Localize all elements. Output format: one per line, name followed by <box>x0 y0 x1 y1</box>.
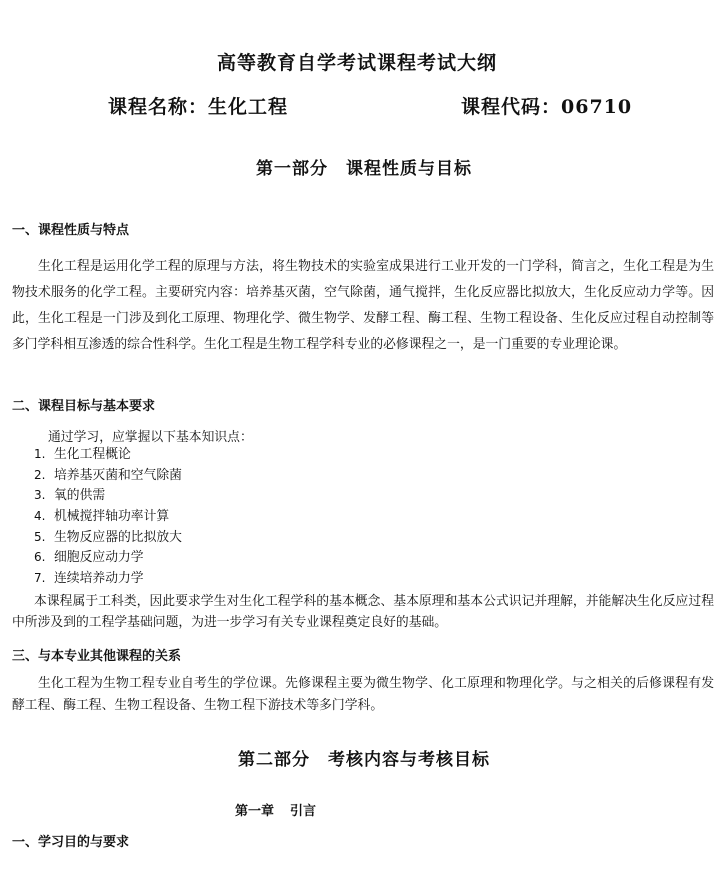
goals-closing: 本课程属于工科类，因此要求学生对生化工程学科的基本概念、基本原理和基本公式识记并理解，并能解决生化反应过程中所涉及到的工程学基础问题，为进一步学习有关专业课程奠定良好的基础。 <box>12 594 714 630</box>
list-item-text: 细胞反应动力学 <box>54 550 144 566</box>
part-one-label: 第一部分 <box>256 159 328 179</box>
list-item-number: 7. <box>34 571 46 586</box>
course-name: 课程名称：生化工程 <box>108 96 289 118</box>
chapter-heading <box>235 800 316 819</box>
list-item <box>34 568 182 589</box>
knowledge-points-list <box>34 444 182 589</box>
list-item-text: 机械搅拌轴功率计算 <box>54 509 170 525</box>
list-item-text: 连续培养动力学 <box>54 571 144 587</box>
list-item-text: 培养基灭菌和空气除菌 <box>54 467 182 483</box>
part-two-title: 考核内容与考核目标 <box>328 750 490 770</box>
list-item <box>34 527 182 548</box>
course-code: 课程代码：06710 <box>461 96 633 118</box>
part-one-title: 课程性质与目标 <box>346 159 472 179</box>
section-heading-nature: 一、课程性质与特点 <box>12 223 130 238</box>
goals-intro: 通过学习，应掌握以下基本知识点： <box>48 430 253 445</box>
list-item-number: 6. <box>34 550 46 565</box>
section-heading-goals: 二、课程目标与基本要求 <box>12 399 156 414</box>
list-item-number: 4. <box>34 509 46 524</box>
list-item-number: 3. <box>34 488 46 503</box>
part-one-heading <box>0 154 714 179</box>
list-item-text: 生物反应器的比拟放大 <box>54 529 182 545</box>
list-item-number: 2. <box>34 467 46 482</box>
section-body-nature: 生化工程是运用化学工程的原理与方法，将生物技术的实验室成果进行工业开发的一门学科，简言之，生化工程是为生物技术服务的化学工程。主要研究内容：培养基灭菌，空气除菌，通气搅拌，生化反应器比拟放大，生化反应动力学等。因此，生化工程是一门涉及到化工原理、物理化学、微生物学、发酵工程、酶工程、生物工程设备、生化反应过程自动控制等多门学科相互渗透的综合性科学。生化工程是生物工程学科专业的必修课程之一，是一门重要的专业理论课。 <box>12 259 714 352</box>
chapter-title: 引言 <box>290 804 317 819</box>
list-item <box>34 485 182 506</box>
section-heading-relations: 三、与本专业其他课程的关系 <box>12 649 182 664</box>
section-body-relations: 生化工程为生物工程专业自考生的学位课。先修课程主要为微生物学、化工原理和物理化学。与之相关的后修课程有发酵工程、酶工程、生物工程设备、生物工程下游技术等多门学科。 <box>12 676 714 713</box>
list-item-number: 1. <box>34 447 46 461</box>
section-heading-objectives: 一、学习目的与要求 <box>12 835 130 850</box>
part-two-label: 第二部分 <box>238 750 310 770</box>
list-item-text: 生化工程概论 <box>54 447 131 462</box>
part-two-heading <box>0 745 714 770</box>
list-item-number: 5. <box>34 529 46 544</box>
list-item <box>34 547 182 568</box>
document-title: 高等教育自学考试课程考试大纲 <box>216 52 497 74</box>
chapter-label: 第一章 <box>235 804 275 819</box>
list-item-text: 氧的供需 <box>54 488 106 504</box>
list-item <box>34 444 182 465</box>
list-item <box>34 465 182 486</box>
list-item <box>34 506 182 527</box>
